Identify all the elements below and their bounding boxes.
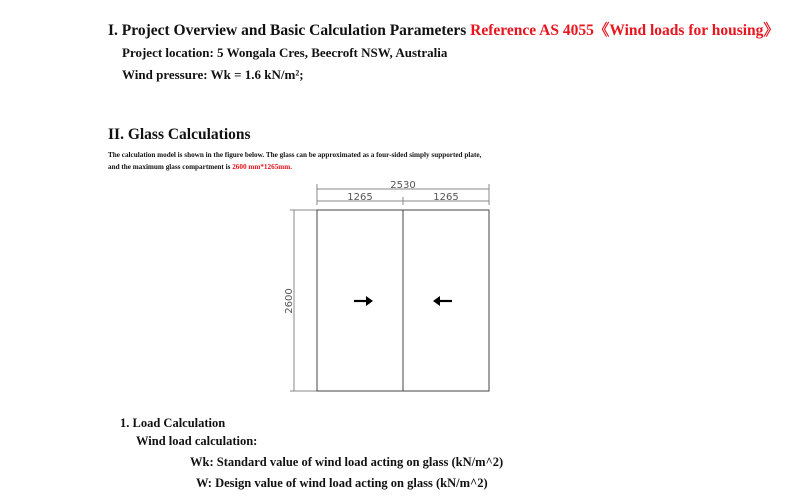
model-description-prefix: and the maximum glass compartment is bbox=[108, 163, 233, 171]
wind-load-subheading: Wind load calculation: bbox=[136, 434, 258, 448]
load-calculation-heading: 1. Load Calculation bbox=[120, 416, 226, 430]
model-description-line-1: The calculation model is shown in the figure below. The glass can be approximated as a four-sided simply supported plate, bbox=[108, 151, 482, 159]
reference-standard: Reference AS 4055《Wind loads for housing》 bbox=[470, 22, 779, 39]
section-1-title-text: I. Project Overview and Basic Calculation Parameters bbox=[108, 22, 471, 39]
wind-pressure: Wind pressure: Wk = 1.6 kN/m²; bbox=[122, 67, 304, 82]
wk-definition: Wk: Standard value of wind load acting on glass (kN/m^2) bbox=[190, 455, 504, 469]
glass-compartment-size: 2600 mm*1265mm. bbox=[232, 163, 293, 171]
arrow-right-icon bbox=[354, 296, 373, 306]
left-panel-width-label: 1265 bbox=[347, 192, 373, 203]
section-2-title: II. Glass Calculations bbox=[108, 126, 251, 143]
w-definition: W: Design value of wind load acting on glass (kN/m^2) bbox=[196, 476, 488, 490]
arrow-left-icon bbox=[433, 296, 452, 306]
project-location: Project location: 5 Wongala Cres, Beecroft NSW, Australia bbox=[122, 45, 448, 60]
overall-width-label: 2530 bbox=[390, 180, 416, 191]
right-panel-width-label: 1265 bbox=[433, 192, 459, 203]
height-label: 2600 bbox=[284, 288, 295, 314]
